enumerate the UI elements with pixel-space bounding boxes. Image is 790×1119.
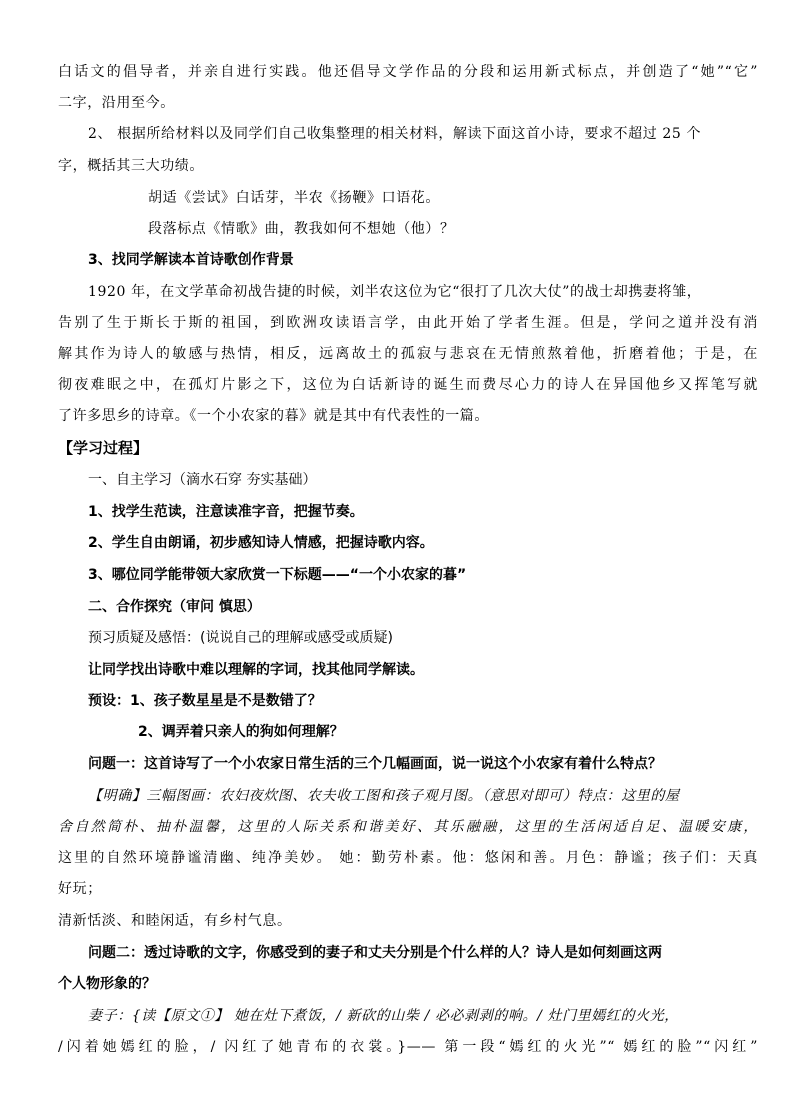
list-item: 2、学生自由朗诵，初步感知诗人情感，把握诗歌内容。	[88, 535, 434, 551]
question-2: 问题二：透过诗歌的文字，你感受到的妻子和丈夫分别是个什么样的人？诗人是如何刻画这两	[88, 945, 662, 961]
subsection-heading: 一、自主学习（滴水石穿 夯实基础）	[88, 472, 317, 488]
paragraph-line: 告别了生于斯长于斯的祖国，到欧洲攻读语言学，由此开始了学者生涯。但是，学问之道并没有消	[58, 315, 758, 331]
answer-line: /闪着她嫣红的脸，/ 闪红了她青布的衣裳。}—— 第一段“嫣红的火光”“ 嫣红的脸”“闪红”	[58, 1039, 758, 1055]
text-line: 2、调弄着只亲人的狗如何理解？	[138, 724, 344, 740]
text-line: 白话文的倡导者，并亲自进行实践。他还倡导文学作品的分段和运用新式标点，并创造了“她”“它”	[58, 64, 758, 80]
answer-line: 这里的自然环境静谧清幽、纯净美妙。 她：勤劳朴素。他：悠闲和善。月色：静谧；孩子们：天真	[58, 850, 758, 866]
question-2-line: 2、 根据所给材料以及同学们自己收集整理的相关材料，解读下面这首小诗，要求不超过 25 个	[88, 126, 702, 142]
text-line: 预习质疑及感悟：(说说自己的理解或感受或质疑)	[88, 630, 393, 646]
answer-line: 舍自然简朴、抽朴温馨，这里的人际关系和谐美好、其乐融融，这里的生活闲适自足、温暖安康，	[58, 819, 758, 835]
list-item: 3、哪位同学能带领大家欣赏一下标题——“一个小农家的暮”	[88, 567, 467, 583]
paragraph-line: 彻夜难眠之中，在孤灯片影之下，这位为白话新诗的诞生而费尽心力的诗人在异国他乡又挥笔写就	[58, 377, 758, 393]
answer-line: 好玩；	[58, 881, 102, 897]
poem-line: 胡适《尝试》白话芽，半农《扬鞭》口语花。	[148, 190, 440, 206]
question-2: 个人物形象的？	[58, 976, 156, 992]
question-1: 问题一：这首诗写了一个小农家日常生活的三个几幅画面，说一说这个小农家有着什么特点？	[88, 756, 662, 772]
question-2-line: 字，概括其三大功绩。	[58, 158, 204, 174]
paragraph-line: 了许多思乡的诗章。《一个小农家的暮》就是其中有代表性的一篇。	[58, 408, 489, 424]
text-line: 让同学找出诗歌中难以理解的字词，找其他同学解读。	[88, 662, 424, 678]
answer-line: 妻子：{读【原文①】 她在灶下煮饭，/ 新砍的山柴 / 必必剥剥的响。/ 灶门里嫣红的火光，	[88, 1008, 679, 1024]
section-title: 【学习过程】	[58, 439, 149, 457]
text-line: 预设：1、孩子数星星是不是数错了？	[88, 693, 322, 709]
poem-line: 段落标点《情歌》曲，教我如何不想她（他）？	[148, 221, 455, 237]
section-heading: 3、找同学解读本首诗歌创作背景	[88, 252, 294, 268]
answer-line: 【明确】三幅图画：农妇夜炊图、农夫收工图和孩子观月图。（意思对即可）特点：这里的屋	[88, 788, 680, 804]
paragraph-line: 解其作为诗人的敏感与热情，相反，远离故土的孤寂与悲哀在无情煎熬着他，折磨着他；于是，在	[58, 346, 758, 362]
list-item: 1、找学生范读，注意读准字音，把握节奏。	[88, 504, 364, 520]
answer-line: 清新恬淡、和睦闲适，有乡村气息。	[58, 913, 292, 929]
subsection-heading: 二、合作探究（审问 慎思）	[88, 599, 261, 615]
paragraph-line: 1920 年，在文学革命初战告捷的时候，刘半农这位为它“很打了几次大仗”的战士却携妻将雏，	[88, 284, 702, 300]
text-line: 二字，沿用至今。	[58, 95, 175, 111]
